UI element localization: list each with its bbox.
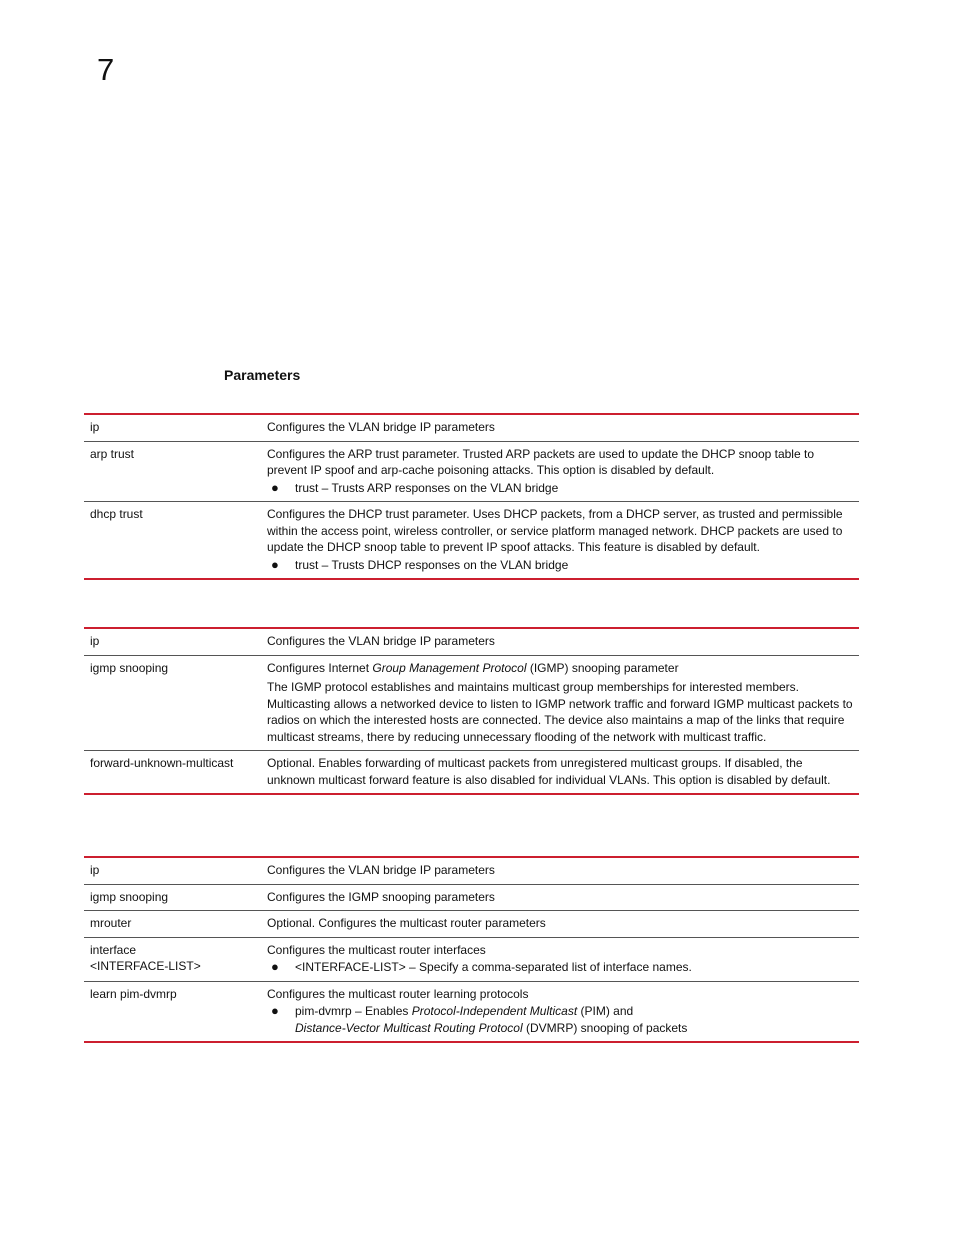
table-row <box>84 857 859 884</box>
param-name: mrouter <box>84 911 261 938</box>
param-description: Configures the DHCP trust parameter. Uses DHCP packets, from a DHCP server, as trusted and permissible within the access point, wireless controller, or service platform managed network. DHCP packets are used to update the DHCP snoop table to prevent IP spoof attacks. This feature is disabled by default. <box>267 507 843 554</box>
param-description: Configures Internet Group Management Protocol (IGMP) snooping parameter <box>267 660 679 675</box>
param-name: forward-unknown-multicast <box>90 756 234 770</box>
param-description: Optional. Enables forwarding of multicast packets from unregistered multicast groups. If disabled, the unknown multicast forward feature is also disabled for individual VLANs. This option is disabled by default. <box>267 756 831 787</box>
table-row <box>84 414 859 441</box>
parameters-table-3 <box>84 856 859 1043</box>
param-description-cell <box>261 441 859 502</box>
param-name: learn pim-dvmrp <box>90 986 177 1001</box>
param-description-cell <box>261 502 859 580</box>
table-row <box>84 981 859 1042</box>
bullet-text: pim-dvmrp – Enables Protocol-Independent Multicast (PIM) and Distance-Vector Multicast Routing Protocol (DVMRP) snooping of packets <box>295 1004 688 1035</box>
param-description: Configures the VLAN bridge IP parameters <box>261 414 859 441</box>
param-name-arg: <INTERFACE-LIST> <box>90 959 201 973</box>
param-description: Configures the VLAN bridge IP parameters <box>261 857 859 884</box>
parameters-table-2 <box>84 627 859 795</box>
table-row <box>84 628 859 655</box>
bullet-text: trust – Trusts DHCP responses on the VLAN bridge <box>295 557 569 572</box>
param-description-cell <box>261 937 859 981</box>
param-name: igmp snooping <box>84 655 261 751</box>
param-description: Configures the IGMP snooping parameters <box>261 884 859 911</box>
list-item <box>267 1003 853 1036</box>
table-row <box>84 441 859 502</box>
param-description: Configures the multicast router learning protocols <box>267 986 529 1001</box>
list-item <box>267 480 853 497</box>
table-row <box>84 884 859 911</box>
table-row <box>84 911 859 938</box>
param-description: Configures the ARP trust parameter. Trusted ARP packets are used to update the DHCP snoop table to prevent IP spoof and arp-cache poisoning attacks. This option is disabled by default. <box>267 446 814 477</box>
param-name: ip <box>84 414 261 441</box>
table-row <box>84 937 859 981</box>
table-row <box>84 502 859 580</box>
bullet-text: trust – Trusts ARP responses on the VLAN bridge <box>295 480 559 495</box>
param-description-cell <box>261 981 859 1042</box>
list-item <box>267 557 853 574</box>
param-description-cell <box>261 655 859 751</box>
bullet-text: <INTERFACE-LIST> – Specify a comma-separated list of interface names. <box>295 960 692 974</box>
param-name: arp trust <box>84 441 261 502</box>
section-heading: Parameters <box>224 367 301 383</box>
table-row <box>84 751 859 795</box>
param-name: dhcp trust <box>90 507 143 521</box>
bullet-dot-icon: ● <box>271 479 279 495</box>
param-name: ip <box>84 628 261 655</box>
param-description: Optional. Configures the multicast router parameters <box>261 911 859 938</box>
param-name: igmp snooping <box>84 884 261 911</box>
param-description: Configures the VLAN bridge IP parameters <box>261 628 859 655</box>
param-name-cell <box>84 937 261 981</box>
bullet-dot-icon: ● <box>271 556 279 572</box>
param-description-detail: The IGMP protocol establishes and maintains multicast group memberships for interested members. Multicasting allows a networked device to listen to IGMP network traffic and forward IGMP multicast packets to radios on which the interested hosts are connected. The device also maintains a map of the links that require multicast streams, there by reducing unnecessary flooding of the network with multicast traffic. <box>267 680 853 744</box>
param-name: ip <box>84 857 261 884</box>
list-item <box>267 959 853 976</box>
table-row <box>84 655 859 751</box>
bullet-dot-icon: ● <box>271 1003 279 1018</box>
bullet-dot-icon: ● <box>271 959 279 974</box>
chapter-number: 7 <box>97 52 115 87</box>
param-name: interface <box>90 942 137 957</box>
param-description: Configures the multicast router interfaces <box>267 942 486 957</box>
parameters-table-1 <box>84 413 859 580</box>
